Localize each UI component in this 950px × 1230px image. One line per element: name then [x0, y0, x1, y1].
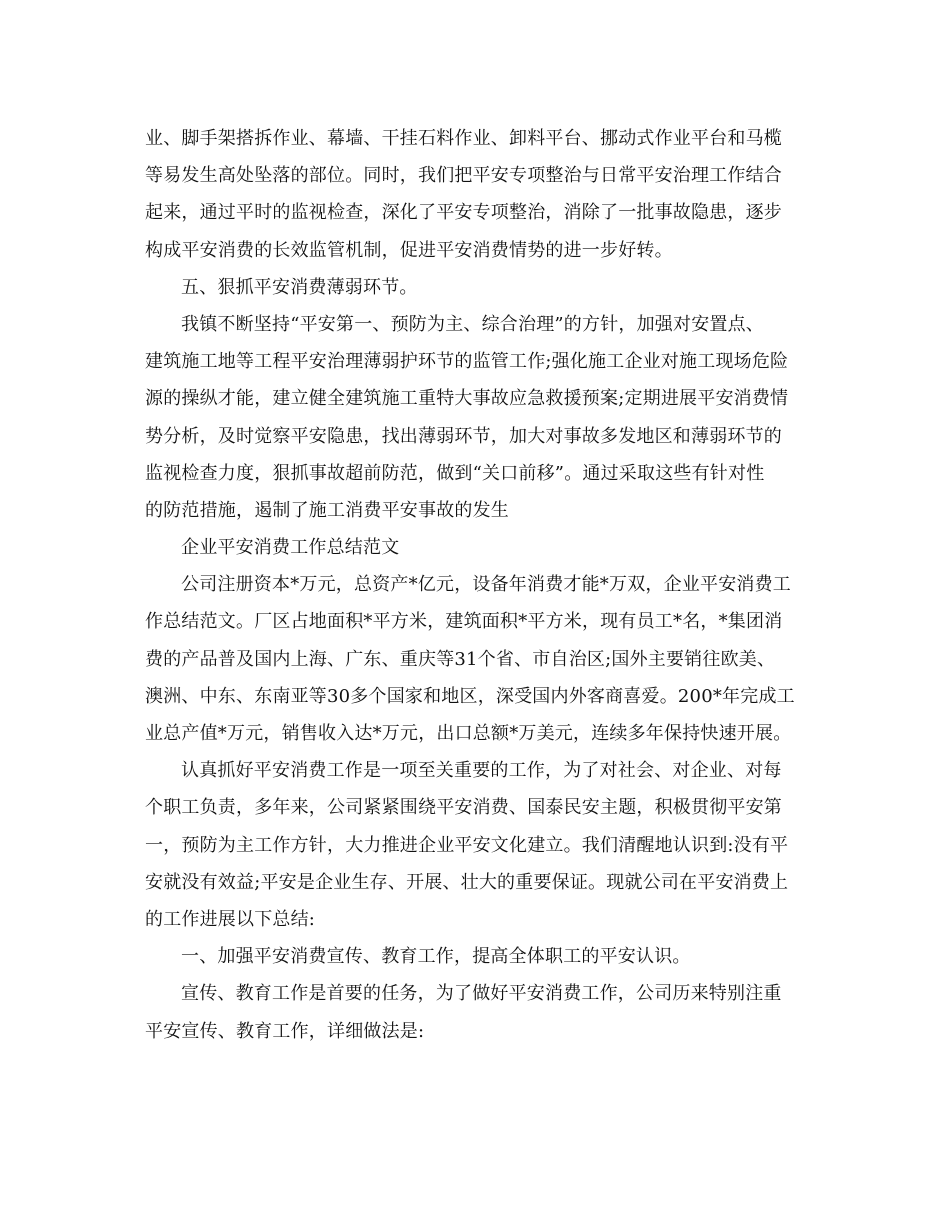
text-line: 安就没有效益;平安是企业生存、开展、壮大的重要保证。现就公司在平安消费上 [145, 871, 789, 893]
section-heading: 五、狠抓平安消费薄弱环节。 [181, 276, 418, 298]
text-line: 的工作进展以下总结: [145, 908, 316, 930]
text-line: 起来，通过平时的监视检查，深化了平安专项整治，消除了一批事故隐患，逐步 [145, 202, 782, 224]
text-line: 势分析，及时觉察平安隐患，找出薄弱环节，加大对事故多发地区和薄弱环节的 [145, 425, 782, 447]
text-line: 构成平安消费的长效监管机制，促进平安消费情势的进一步好转。 [145, 239, 673, 261]
section-heading: 一、加强平安消费宣传、教育工作，提高全体职工的平安认识。 [181, 946, 691, 968]
text-line: 费的产品普及国内上海、广东、重庆等31个省、市自治区;国外主要销往欧美、 [145, 648, 776, 670]
document-body [145, 120, 810, 1050]
text-line: 等易发生高处坠落的部位。同时，我们把平安专项整治与日常平安治理工作结合 [145, 165, 782, 187]
text-line: 业总产值*万元，销售收入达*万元，出口总额*万美元，连续多年保持快速开展。 [145, 723, 792, 744]
text-line: 澳洲、中东、东南亚等30多个国家和地区，深受国内外客商喜爱。200*年完成工 [145, 685, 795, 707]
text-line: 个职工负责，多年来，公司紧紧围绕平安消费、国泰民安主题，积极贯彻平安第 [145, 797, 782, 819]
text-line: 建筑施工地等工程平安治理薄弱护环节的监管工作;强化施工企业对施工现场危险 [145, 351, 789, 373]
paragraph-start: 我镇不断坚持“平安第一、预防为主、综合治理”的方针，加强对安置点、 [181, 313, 765, 335]
paragraph-start: 宣传、教育工作是首要的任务，为了做好平安消费工作，公司历来特别注重 [181, 983, 782, 1005]
text-line: 源的操纵才能，建立健全建筑施工重特大事故应急救援预案;定期进展平安消费情 [145, 388, 789, 410]
text-line: 平安宣传、教育工作，详细做法是: [145, 1020, 425, 1042]
text-line: 作总结范文。厂区占地面积*平方米，建筑面积*平方米，现有员工*名，*集团消 [145, 611, 783, 633]
text-line: 的防范措施，遏制了施工消费平安事故的发生 [145, 499, 509, 521]
text-line: 监视检查力度，狠抓事故超前防范，做到“关口前移”。通过采取这些有针对性 [145, 462, 765, 484]
paragraph-start: 公司注册资本*万元，总资产*亿元，设备年消费才能*万双，企业平安消费工 [181, 574, 791, 596]
text-line: 一，预防为主工作方针，大力推进企业平安文化建立。我们清醒地认识到:没有平 [145, 834, 789, 856]
text-line: 业、脚手架搭拆作业、幕墙、干挂石料作业、卸料平台、挪动式作业平台和马榄 [145, 128, 782, 149]
paragraph-start: 认真抓好平安消费工作是一项至关重要的工作，为了对社会、对企业、对每 [181, 760, 782, 782]
document-title: 企业平安消费工作总结范文 [181, 537, 400, 559]
